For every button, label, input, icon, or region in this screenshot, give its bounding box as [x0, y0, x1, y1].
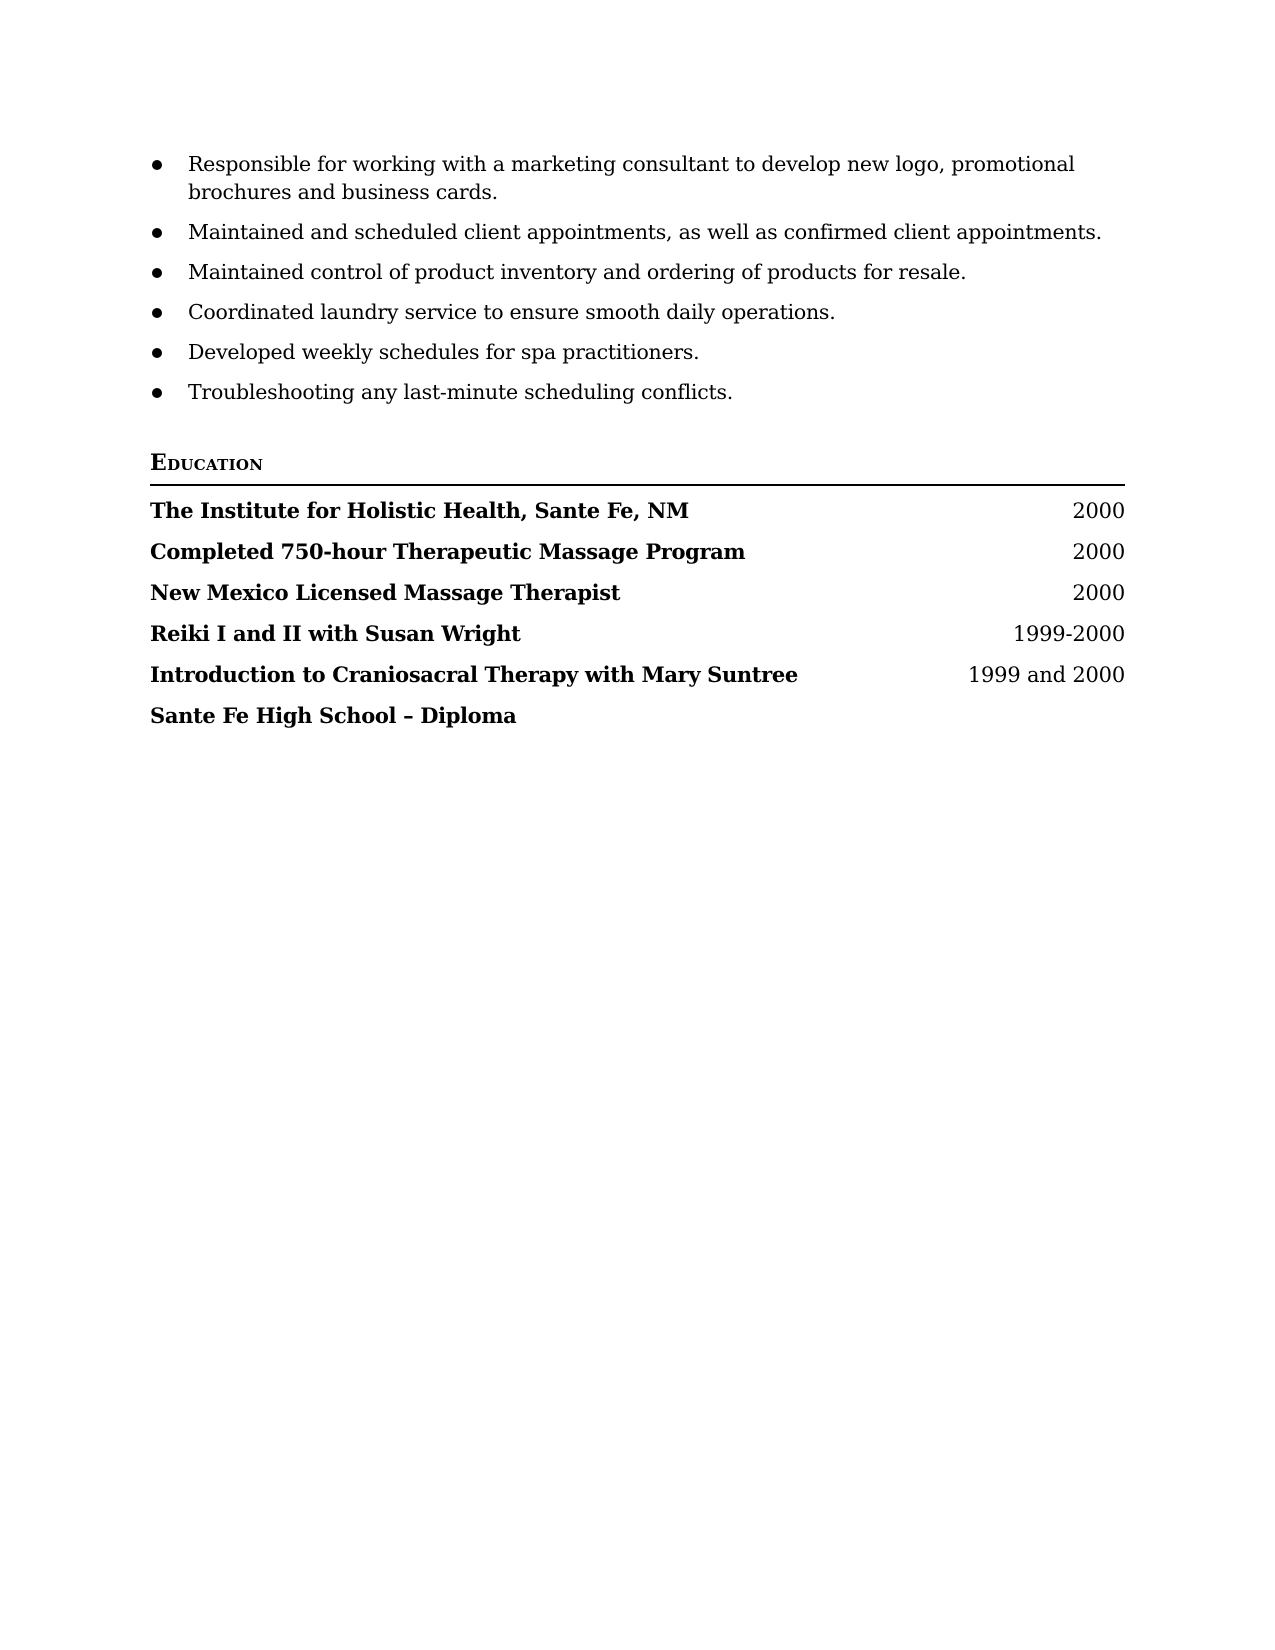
page-content: [150, 150, 1125, 744]
bullet-text: Responsible for working with a marketing consultant to develop new logo, promotional brochures and business cards.: [188, 152, 1075, 204]
education-entry-name: Reiki I and II with Susan Wright: [150, 621, 521, 646]
bullet-text: Maintained and scheduled client appointments, as well as confirmed client appointments.: [188, 220, 1102, 244]
education-entry-date: 1999 and 2000: [967, 663, 1125, 687]
bullet-text: Developed weekly schedules for spa practitioners.: [188, 340, 700, 364]
experience-bullet-list: [150, 150, 1125, 406]
bullet-text: Troubleshooting any last-minute scheduling conflicts.: [188, 380, 733, 404]
bullet-text: Coordinated laundry service to ensure smooth daily operations.: [188, 300, 836, 324]
education-entry-name: The Institute for Holistic Health, Sante Fe, NM: [150, 498, 689, 523]
bullet-item: [150, 338, 1125, 366]
education-list: [150, 498, 1125, 744]
bullet-dot-icon: [152, 228, 162, 238]
bullet-dot-icon: [152, 268, 162, 278]
education-heading: Education: [150, 448, 1125, 486]
education-entry-name: New Mexico Licensed Massage Therapist: [150, 580, 621, 605]
education-entry: [150, 703, 1125, 744]
education-entry-name: Sante Fe High School – Diploma: [150, 703, 517, 728]
education-entry: [150, 621, 1125, 662]
education-entry-date: 2000: [1072, 540, 1125, 564]
bullet-text: Maintained control of product inventory and ordering of products for resale.: [188, 260, 967, 284]
bullet-item: [150, 150, 1125, 206]
bullet-item: [150, 298, 1125, 326]
education-entry-date: 2000: [1072, 581, 1125, 605]
bullet-dot-icon: [152, 388, 162, 398]
bullet-item: [150, 378, 1125, 406]
education-entry: [150, 539, 1125, 580]
education-entry-date: 1999-2000: [1012, 622, 1125, 646]
education-entry: [150, 498, 1125, 539]
education-entry: [150, 662, 1125, 703]
bullet-item: [150, 258, 1125, 286]
bullet-dot-icon: [152, 160, 162, 170]
education-entry-name: Introduction to Craniosacral Therapy with Mary Suntree: [150, 662, 798, 687]
bullet-dot-icon: [152, 348, 162, 358]
education-entry-name: Completed 750-hour Therapeutic Massage Program: [150, 539, 746, 564]
education-entry-date: 2000: [1072, 499, 1125, 523]
bullet-dot-icon: [152, 308, 162, 318]
bullet-item: [150, 218, 1125, 246]
education-entry: [150, 580, 1125, 621]
